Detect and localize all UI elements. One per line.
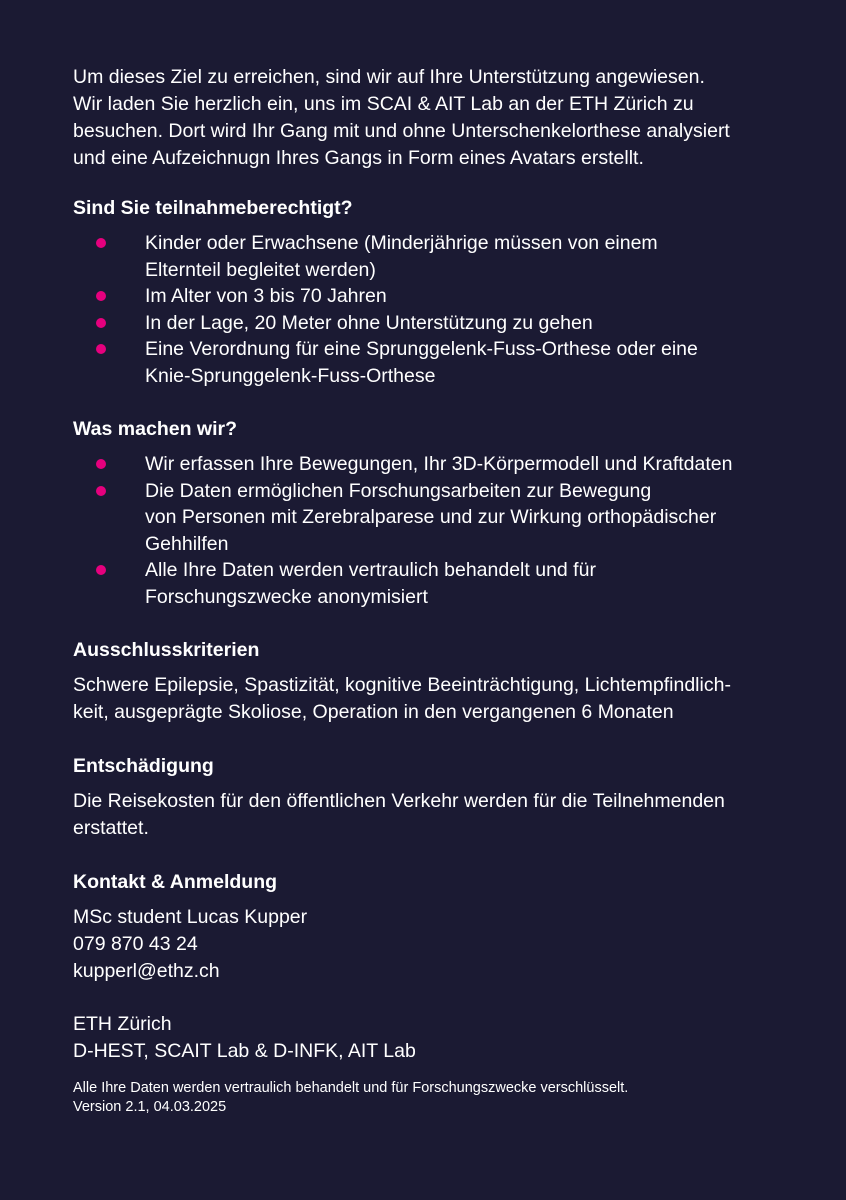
intro-line: Um dieses Ziel zu erreichen, sind wir auf Ihre Unterstützung angewiesen. [73,66,705,88]
intro-paragraph [73,64,803,172]
list-item: Alle Ihre Daten werden vertraulich behandelt und für Forschungszwecke anonymisiert [73,557,803,610]
bullet-dot-icon [96,238,106,248]
footer-note: Alle Ihre Daten werden vertraulich behandelt und für Forschungszwecke verschlüsselt. [73,1080,629,1096]
what-list [73,451,803,610]
contact-details [73,904,803,985]
contact-phone[interactable]: 079 870 43 24 [73,933,198,955]
institution-block [73,1011,803,1065]
flyer-page [73,64,803,1117]
eligibility-list [73,230,803,389]
intro-line: und eine Aufzeichnugn Ihres Gangs in Form eines Avatars erstellt. [73,147,644,169]
list-item: Die Daten ermöglichen Forschungsarbeiten zur Bewegung von Personen mit Zerebralparese und zur Wirkung orthopädischer Gehhilfen [73,478,803,558]
version-label: Version 2.1, 04.03.2025 [73,1099,227,1115]
list-item: Wir erfassen Ihre Bewegungen, Ihr 3D-Körpermodell und Kraftdaten [73,451,803,478]
contact-email[interactable]: kupperl@ethz.ch [73,960,220,982]
bullet-dot-icon [96,318,106,328]
exclusion-heading: Ausschlusskriterien [73,639,260,661]
bullet-dot-icon [96,486,106,496]
institution-name: ETH Zürich [73,1013,172,1035]
list-item: In der Lage, 20 Meter ohne Unterstützung zu gehen [73,310,803,337]
list-item: Kinder oder Erwachsene (Minderjährige müssen von einem Elternteil begleitet werden) [73,230,803,283]
compensation-text: Die Reisekosten für den öffentlichen Verkehr werden für die Teilnehmenden erstattet. [73,790,725,839]
contact-heading: Kontakt & Anmeldung [73,871,278,893]
list-item: Im Alter von 3 bis 70 Jahren [73,283,803,310]
what-heading: Was machen wir? [73,418,237,440]
eligibility-heading: Sind Sie teilnahmeberechtigt? [73,197,353,219]
bullet-dot-icon [96,344,106,354]
bullet-dot-icon [96,459,106,469]
footer [73,1079,803,1117]
contact-name: MSc student Lucas Kupper [73,906,308,928]
bullet-dot-icon [96,291,106,301]
bullet-dot-icon [96,565,106,575]
intro-line: Wir laden Sie herzlich ein, uns im SCAI & AIT Lab an der ETH Zürich zu [73,93,694,115]
list-item: Eine Verordnung für eine Sprunggelenk-Fuss-Orthese oder eine Knie-Sprunggelenk-Fuss-Orthese [73,336,803,389]
institution-departments: D-HEST, SCAIT Lab & D-INFK, AIT Lab [73,1040,416,1062]
compensation-heading: Entschädigung [73,755,214,777]
intro-line: besuchen. Dort wird Ihr Gang mit und ohne Unterschenkelorthese analysiert [73,120,730,142]
exclusion-text: Schwere Epilepsie, Spastizität, kognitive Beeinträchtigung, Lichtempfindlich- keit, ausgeprägte Skoliose, Operation in den vergangenen 6 Monaten [73,674,731,723]
